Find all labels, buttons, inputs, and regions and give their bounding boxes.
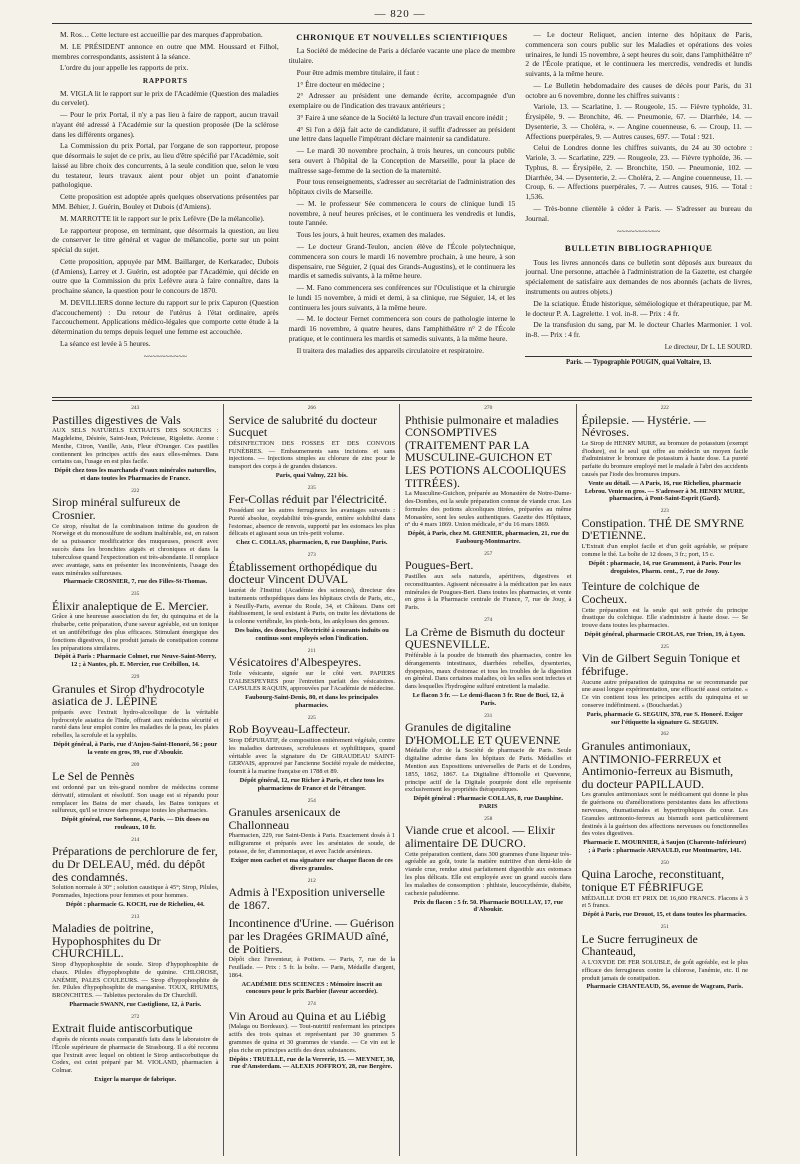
printer-line: Paris. — Typographie POUGIN, quai Voltaire, 13.	[525, 356, 752, 368]
ad-number: 223	[660, 508, 669, 515]
paragraph: M. LE PRÉSIDENT annonce en outre que MM. Houssard et Filhol, membres correspondants, assistent à la séance.	[52, 41, 279, 61]
ad-headline: Pougues-Bert.	[405, 558, 474, 573]
paragraph: 4° Si l'on a déjà fait acte de candidature, il suffit d'adresser au président une lettre dans laquelle l'impétrant déclare maintenir sa candidature.	[288, 124, 516, 144]
ad-number: 222	[131, 487, 140, 494]
ad-headline: Phthisie pulmonaire et maladies CONSOMPTIVES (TRAITEMENT PAR LA MUSCULINE-GUICHON ET LES POTIONS ALCOOLIQUES TITRÉES).	[405, 412, 567, 490]
ad-body: DÉSINFECTION DES FOSSES ET DES CONVOIS FUNÈBRES. — Embaumements sans incisions et sans injections. — Injections simples au chlorure de zinc pour le transport des corps à de grandes distances.	[228, 439, 395, 471]
ad-headline: Fer-Collas réduit par l'électricité.	[228, 492, 388, 507]
advertisement	[52, 762, 219, 834]
ad-column-1	[52, 404, 224, 1156]
paragraph: Il traitera des maladies des appareils circulatoire et respiratoire.	[296, 345, 485, 355]
paragraph: Le rapporteur propose, en terminant, que désormais la question, au lieu de conserver le titre général et vague de mélancolie, porte sur un point spécial du sujet.	[52, 225, 279, 255]
paragraph: Celui de Londres donne les chiffres suivants, du 24 au 30 octobre : Variole, 3. — Scarlatine, 229. — Rougeole, 23. — Fièvre typhoïde, 36. — Typhus, 8. — Érysipèle, 2. — Bronchite, 150. — Pneumonie, 102. — Diarrhée, 34. — Dysenterie, 2. — Choléra, 2. — Angine couenneuse, 11. — Croup, 6. — Affections puerpérales, 7. — Autres causes, 916. — Total : 1,536.	[525, 143, 752, 202]
ad-headline: Granules antimoniaux, ANTIMONIO-FERREUX et Antimonio-ferreux au Bismuth, du docteur PAPILLAUD.	[581, 739, 734, 791]
ad-headline: Le Sucre ferrugineux de Chanteaud,	[581, 931, 698, 959]
ad-body: A L'OXYDE DE FER SOLUBLE, de goût agréable, est le plus efficace des ferrugineux contre la chlorose, l'anémie, etc. Il ne produit jamais de constipation.	[581, 958, 748, 982]
ad-footer: Vente au détail. — A Paris, 16, rue Richelieu, pharmacie Lebrou. Vente en gros. — S'adresser à M. HENRY MURE, pharmacien, à Pont-Saint-Esprit (Gard).	[584, 479, 745, 503]
ad-number: 243	[131, 405, 140, 411]
ornament-divider: ~~~~~~~~~~	[617, 226, 661, 236]
ad-number: 225	[307, 714, 316, 721]
editorial-section	[52, 30, 752, 392]
advertisement	[582, 580, 749, 640]
ad-number: 225	[660, 643, 669, 650]
ad-headline: Établissement orthopédique du docteur Vincent DUVAL	[228, 559, 378, 587]
ad-number: 235	[131, 591, 140, 598]
ad-footer: Chez C. COLLAS, pharmacien, 8, rue Dauphine, Paris.	[236, 539, 388, 547]
ad-body: Toile vésicante, signée sur le côté vert. PAPIERS D'ALBESPEYRES pour l'entretien parfait des vésicatoires. CAPSULES RAQUIN, approuvées par l'Académie de médecine.	[228, 669, 395, 693]
advertisement	[405, 816, 572, 916]
ad-body: La Musculine-Guichon, préparée au Monastère de Notre-Dame-des-Dombes, est la seule préparation connue de viande crue. Les formules des potions alcooliques titrées, préparées au même Monastère, sont les seules authentiques. Gazette des Hôpitaux, nº du 4 mars 1869. Union médicale, nº du 16 mars 1869.	[405, 490, 572, 529]
ad-headline: Épilepsie. — Hystérie. — Névroses.	[581, 412, 706, 440]
paragraph: — Le docteur Grand-Teulon, ancien élève de l'École polytechnique, commencera son cours le mardi 16 novembre prochain, à une heure, à son dispensaire, rue Séguier, 2 (quai des Grands-Augustins), et le continuera les mardis et samedis suivants, à la même heure.	[288, 242, 516, 281]
ad-number: 229	[131, 674, 140, 681]
ornament-divider: ~~~~~~~~~~	[143, 351, 187, 361]
ad-footer: Dépôt général, à Paris, rue d'Anjou-Saint-Honoré, 56 ; pour la vente en gros, 99, rue d'Aboukir.	[53, 741, 218, 756]
ad-number: 212	[307, 877, 316, 884]
ad-headline: Granules et Sirop d'hydrocotyle asiatica de J. LÉPINE	[52, 681, 205, 709]
ad-number: 250	[660, 859, 669, 866]
ad-column-2	[229, 404, 401, 1156]
paragraph: Pour être admis membre titulaire, il faut :	[296, 67, 419, 77]
ad-headline: Extrait fluide antiscorbutique	[52, 1021, 193, 1036]
paragraph: M. VIGLA lit le rapport sur le prix de l'Académie (Question des maladies du cervelet).	[52, 88, 279, 108]
chronicle-column	[289, 30, 516, 392]
ad-body: Cette préparation est la seule qui soit privée du principe drastique du colchique. Elle s'administre à haute dose. — Se trouve dans toutes les pharmacies.	[581, 606, 748, 630]
advertisement	[582, 924, 749, 993]
paragraph: — Le mardi 30 novembre prochain, à trois heures, un concours public sera ouvert à l'hôpital de la Conception de Marseille, pour la place de maîtresse sage-femme de la section de la maternité.	[288, 146, 516, 175]
advertisement	[582, 731, 749, 856]
ad-number: 262	[660, 731, 669, 738]
ad-footer: Dépôts : TRUELLE, rue de la Verrerie, 15. — MEYNET, 30, rue d'Amsterdam. — ALEXIS JOFFROY, 28, rue Bergère.	[229, 1055, 395, 1071]
advertisement	[52, 674, 219, 759]
ad-footer: Paris, pharmacie G. SEGUIN, 378, rue S. Honoré. Exiger sur l'étiquette la signature G. SEGUIN.	[586, 710, 743, 726]
ad-number: 257	[484, 550, 493, 557]
ad-footer: Pharmacie E. MOURNIER, à Saujon (Charente-Inférieure) ; à Paris : pharmacie ARNAULD, rue Montmartre, 141.	[583, 839, 747, 855]
bibliography-title: BULLETIN BIBLIOGRAPHIQUE	[564, 243, 713, 254]
paragraph: La Société de médecine de Paris a déclarée vacante une place de membre titulaire.	[288, 46, 516, 65]
advertisement	[52, 405, 219, 485]
ad-headline: Le Sel de Pennès	[52, 769, 135, 784]
ad-headline: Maladies de poitrine, Hypophosphites du Dr CHURCHILL.	[52, 921, 161, 961]
advertisement	[229, 878, 396, 915]
advertisement	[229, 648, 396, 712]
ad-footer: Paris, quai Valmy, 221 bis.	[275, 472, 348, 480]
ad-body: Aucune autre préparation de quinquina ne se recommande par une aussi longue expérimentation, une efficacité aussi certaine. « Ce vin contient tous les principes actifs du quinquina et se conserve indéfiniment. » (Bouchardat.)	[581, 678, 748, 709]
advertisement	[405, 551, 572, 614]
ad-footer: Faubourg-Saint-Denis, 80, et dans les principales pharmacies.	[245, 694, 379, 709]
ad-headline: Viande crue et alcool. — Elixir alimentaire DE DUCRO.	[405, 823, 555, 851]
ad-footer: Pharmacie CHANTEAUD, 56, avenue de Wagram, Paris.	[586, 983, 743, 991]
ad-body: Ce sirop, résultat de la combinaison intime du goudron de Norwège et du monosulfure de sodium inaltérable, est, en raison de sa puissance modificatrice des muqueuses, prescrit avec succès dans les bronchites aiguës et chroniques et dans la tuberculose quand l'expectoration est très-abondante. Il remplace avec avantage, sans en présenter les inconvénients, l'usage des eaux minérales sulfureuses.	[52, 522, 219, 577]
ad-headline: Quina Laroche, reconstituant, tonique ET FÉBRIFUGE	[581, 867, 725, 895]
ad-footer: Dépôt général : Pharmacie COLLAS, 8, rue Dauphine. PARIS	[413, 795, 563, 811]
ad-column-3	[405, 404, 577, 1156]
paragraph: Pour tous renseignements, s'adresser au secrétariat de l'administration des hôpitaux civils de Marseille.	[288, 177, 516, 197]
ad-body: Possédant sur les autres ferrugineux les avantages suivants : Pureté absolue, oxydabilité très-grande, entière solubilité dans l'estomac, absence de renvois, supporté par les estomacs les plus délicats et agissant sous un très-petit volume.	[228, 507, 395, 538]
ad-footer: Dépôt : pharmacie G. KOCH, rue de Richelieu, 44.	[65, 900, 205, 908]
paragraph: — M. le professeur Sée commencera le cours de clinique lundi 15 novembre, à neuf heures précises, et le continuera les vendredis et lundis, toute l'année.	[288, 198, 516, 228]
advertisement	[229, 798, 396, 875]
paragraph: L'ordre du jour appelle les rapports de prix.	[60, 63, 189, 73]
academy-column	[52, 30, 279, 392]
ad-headline: Vin Aroud au Quina et au Liébig	[228, 1008, 386, 1023]
section-separator	[52, 397, 752, 401]
ad-headline: Granules arsenicaux de Challonneau	[228, 805, 341, 832]
ad-headline: Rob Boyveau-Laffecteur.	[228, 722, 351, 737]
ad-number: 274	[307, 1001, 316, 1008]
ad-body: Grâce à une heureuse association du fer, du quinquina et de la rhubarbe, cette préparation, d'une saveur agréable, est un tonique et un antifébrifuge des plus efficaces. Stimulant énergique des fonctions digestives, il ne produit jamais de constipation comme les préparations similaires.	[52, 613, 219, 652]
advertisement	[582, 508, 749, 577]
ad-footer: ACADÉMIE DES SCIENCES : Mémoire inscrit au concours pour le prix Barbier (faveur accordée).	[241, 980, 382, 996]
ad-footer: Prix du flacon : 5 fr. 50. Pharmacie BOULLAY, 17, rue d'Aboukir.	[413, 898, 563, 914]
ad-number: 231	[484, 712, 493, 719]
ad-headline: Préparations de perchlorure de fer, du Dr DELEAU, méd. du dépôt des condamnés.	[52, 844, 218, 884]
advertisement	[405, 713, 572, 813]
advertisement	[229, 1001, 396, 1073]
advertisement	[405, 617, 572, 709]
bibliography-entry: De la sciatique. Étude historique, séméiologique et thérapeutique, par M. le docteur P. A. Lagrelette. 1 vol. in-8. — Prix : 4 fr.	[525, 298, 752, 318]
advertisement	[52, 914, 219, 1011]
ad-body: (Malaga ou Bordeaux). — Tout-nutritif renfermant les principes actifs des trois quinas et représentant par 30 grammes 5 grammes de quina et 30 grammes de viande. — Ce vin est le plus riche en principes actifs des deux substances.	[228, 1023, 395, 1054]
paragraph: M. Ros… Cette lecture est accueillie par des marques d'approbation.	[60, 30, 263, 39]
advertisement	[582, 644, 749, 729]
ad-footer: Dépôt chez tous les marchands d'eaux minérales naturelles, et dans toutes les Pharmacies de France.	[54, 467, 217, 483]
advertisement	[582, 405, 749, 505]
ad-footer: Dépôt général, 12, rue Richer à Paris, et chez tous les pharmaciens de France et de l'étranger.	[239, 777, 384, 792]
ad-footer: Dépôt, à Paris, chez M. GRENIER, pharmacien, 21, rue du Faubourg-Montmartre.	[407, 530, 569, 546]
ad-footer: Exiger mon cachet et ma signature sur chaque flacon de ces divers granules.	[230, 856, 393, 872]
ad-body: Cette préparation contient, dans 300 grammes d'une liqueur très-agréable au goût, toute la matière nutritive d'un demi-kilo de viande crue, rendue ainsi parfaitement digestible aux estomacs les plus délicats. Elle est employée avec un grand succès dans les maladies de consomption : phthisie, leucocythémie, diabète, cachexie paludéenne.	[405, 850, 572, 897]
ad-footer: Exiger la marque de fabrique.	[94, 1076, 177, 1084]
ad-headline: Vésicatoires d'Albespeyres.	[228, 655, 362, 670]
ad-body: Solution normale à 30° ; solution caustique à 45°; Sirop, Pilules, Pommades, Injections pour femmes et pour hommes.	[52, 884, 219, 899]
ad-body: Dépôt chez l'inventeur, à Poitiers. — Paris, 7, rue de la Feuillade. — Prix : 5 fr. la boîte. — Paris, Médaille d'argent, 1864.	[228, 956, 395, 979]
ad-footer: Le flacon 3 fr. — Le demi-flacon 3 fr. Rue de Buci, 12, à Paris.	[412, 691, 564, 707]
paragraph: M. DEVILLIERS donne lecture du rapport sur le prix Capuron (Question d'accouchement) : Du retour de l'utérus à l'état ordinaire, après l'accouchement. Applications médico-légales que comporte cette étude à la détermination du temps depuis lequel une femme est accouchée.	[52, 297, 279, 337]
ad-number: 213	[131, 913, 140, 920]
ad-body: Les granules antimoniaux sont le médicament qui donne le plus de guérisons ou d'améliorations persistantes dans les affections nerveuses, rhumatismales et hypertrophiques du cœur. Les Granules antimonio-ferreux au bismuth sont particulièrement destinés à la guérison des affections nerveuses ou fonctionnelles des voies digestives.	[581, 791, 748, 838]
ad-footer: Des bains, des douches, l'électricité à courants induits ou continus sont employés selon l'indication.	[234, 626, 389, 642]
paragraph: 1° Être docteur en médecine ;	[296, 79, 385, 89]
paragraph: 3° Faire à une séance de la Société la lecture d'un travail encore inédit ;	[296, 112, 508, 122]
ad-headline: Pastilles digestives de Vals	[52, 412, 181, 427]
ad-body: Préférable à la poudre de bismuth des pharmacies, contre les dérangements intestinaux, diarrhées rebelles, dysenteries, dyspepsies, maux d'estomac et tous les troubles de la digestion en général. Dans certaines maladies, où les selles sont infectes et dans lesquelles l'hydrogène sulfuré entretient la maladie.	[405, 651, 572, 691]
ad-number: 235	[307, 484, 316, 491]
paragraph: — Le Bulletin hebdomadaire des causes de décès pour Paris, du 31 octobre au 6 novembre, donne les chiffres suivants :	[525, 80, 752, 100]
ad-headline: Service de salubrité du docteur Sucquet	[228, 412, 378, 440]
ad-body: Le Sirop de HENRY MURE, au bromure de potassium (exempt d'iodure), est le seul qui offre au médecin un moyen facile d'administrer le bromure de potassium à haute dose. La pureté parfaite du bromure employé met le malade à l'abri des accidents causés par l'iode des bromures impurs.	[581, 439, 748, 479]
ad-headline: La Crème de Bismuth du docteur QUESNEVILLE.	[405, 624, 565, 652]
ad-number: 214	[131, 836, 140, 843]
ad-headline: Élixir analeptique de E. Mercier.	[52, 598, 209, 613]
header-rule	[52, 23, 752, 24]
page-number: — 820 —	[374, 8, 426, 20]
advertisement	[52, 591, 219, 671]
paragraph: 2° Adresser au président une demande écrite, accompagnée d'un exemplaire ou de l'indication des travaux antérieurs ;	[288, 91, 516, 111]
ad-number: 211	[307, 647, 316, 654]
advertisement	[229, 485, 396, 549]
ad-body: MÉDAILLE D'OR ET PRIX DE 16,600 FRANCS. Flacons à 3 et 5 francs.	[581, 894, 748, 910]
advertisement	[52, 488, 219, 588]
paragraph: — Très-bonne clientèle à céder à Paris. — S'adresser au bureau du Journal.	[525, 204, 752, 223]
ad-body: Sirop DÉPURATIF, de composition entièrement végétale, contre les maladies dartreuses, scrofuleuses et syphilitiques, quand véritable avec la signature du Dr GIRAUDEAU SAINT-GERVAIS, approuvé par l'ancienne Société royale de médecine, fournit à la marine française en 1788 et 89.	[228, 737, 395, 776]
ad-number: 209	[131, 761, 140, 768]
bibliography-entry: De la transfusion du sang, par M. le docteur Charles Marmonier. 1 vol. in-8. — Prix : 4 fr.	[525, 320, 752, 340]
ad-footer: Dépôt à Paris : Pharmacie Colmet, rue Neuve-Saint-Merry, 12 ; à Nantes, ph. E. Mercier, rue Crébillon, 14.	[54, 653, 217, 669]
ad-headline: Teinture de colchique de Cocheux.	[581, 579, 700, 606]
ad-body: Pharmacien, 229, rue Saint-Denis à Paris. Exactement dosés à 1 milligramme et préparés avec les arséniates de soude, de potasse, de fer, d'ammoniaque, et avec l'acide arsénieux.	[228, 832, 395, 856]
ad-footer: Dépôt général, pharmacie CROLAS, rue Trion, 19, à Lyon.	[584, 630, 746, 638]
advertisement	[582, 860, 749, 921]
ad-number: 272	[131, 1013, 140, 1020]
ad-number: 273	[307, 552, 316, 559]
paragraph: La Commission du prix Portal, par l'organe de son rapporteur, propose que désormais le sujet de ce prix, au lieu d'être spécifié par l'Académie, soit laissé au libre choix des concurrents, à la seule condition que, selon le vœu du testateur, leurs travaux aient pour objet un point d'anatomie pathologique.	[52, 141, 279, 190]
section-heading-rapports: RAPPORTS	[142, 77, 188, 86]
ad-body: Pastilles aux sels naturels, apéritives, digestives et reconstituantes. Agissent nécessaire à la médication par les eaux minérales de Pougues-Bert. Dans toutes les pharmacies, et vente en gros à la Pharmacie centrale de France, 7, rue de Jouy, à Paris.	[405, 573, 572, 612]
ad-number: 254	[307, 797, 316, 804]
ad-headline: Granules de digitaline D'HOMOLLE ET QUEVENNE	[405, 720, 561, 747]
paragraph: Tous les livres annoncés dans ce bulletin sont déposés aux bureaux du journal. Une personne, attachée à l'administration de la Gazette, est chargée spécialement de satisfaire aux demandes de nos abonnés (achats de livres, instruments ou autres objets.)	[525, 257, 752, 296]
advertisement	[229, 917, 396, 998]
ad-footer: Dépôt général, rue Sorbonne, 4, Paris. — Dix doses ou rouleaux, 10 fr.	[61, 816, 209, 831]
paragraph: La séance est levée à 5 heures.	[60, 338, 151, 348]
ad-body: d'après de récents essais comparatifs faits dans le laboratoire de l'École supérieure de pharmacie de Strasbourg. Il a été reconnu que l'extrait avec lequel on obtient le Sirop antiscorbutique du Codex, est ceint préparé par M. VIOLAND, pharmacien à Colmar.	[52, 1036, 219, 1075]
advertisement	[405, 405, 572, 548]
editor-line: Le directeur, Dr L. LE SOURD.	[664, 343, 752, 351]
ad-number: 274	[484, 617, 493, 624]
paragraph: Variole, 13. — Scarlatine, 1. — Rougeole, 15. — Fièvre typhoïde, 31. Érysipèle, 9. — Bronchite, 46. — Pneumonie, 67. — Diarrhée, 14. — Dysenterie, 3. — Choléra, ». — Angine couenneuse, 6. — Croup, 11. — Affections puerpérales, 9. — Autres causes, 697. — Total : 921.	[525, 102, 752, 141]
paragraph: Cette proposition, appuyée par MM. Baillarger, de Kerkaradec, Dubois (d'Amiens), Larrey et J. Guérin, est adoptée par l'Académie, qui décide en outre que la Commission du prix Lefèvre aura à faire connaître, dans la prochaine séance, la question pour le concours de 1870.	[52, 256, 279, 296]
ad-body: préparés avec l'extrait hydro-alcoolique de la véritable hydrocotyle asiatica de l'Inde, offrant aux médecins sécurité et rareté dans leur emploi contre les maladies de la peau, les plaies rebelles, la scrofule et la syphilis.	[52, 708, 219, 740]
ad-body: est ordonné par un très-grand nombre de médecins comme dérivatif, stimulant et résolutif. Son usage est si répandu pour remplacer les Bains de mer chauds, les Bains toniques et sulfureux, qu'il se trouve dans presque toutes les pharmacies.	[52, 783, 219, 815]
advertisements-section	[52, 404, 752, 1156]
paragraph: — Pour le prix Portal, il n'y a pas lieu à faire de rapport, aucun travail n'ayant été adressé à l'Académie sur la question proposée (De la sclérose dans les différents organes).	[52, 110, 279, 139]
paragraph: Cette proposition est adoptée après quelques observations présentées par MM. Béhier, J. Guérin, Bouley et Dubois (d'Amiens).	[52, 192, 279, 211]
ad-body: Sirop d'hypophosphite de soude. Sirop d'hypophosphite de chaux. Pilules d'hypophosphite de quinine. CHLOROSE, ANÉMIE, PALES COULEURS. — Sirop d'hypophosphite de fer. Pilules d'hypophosphite de manganèse. TOUX, RHUMES, BRONCHITES. — Tablettes pectorales du Dr Churchill.	[52, 960, 219, 1000]
ad-footer: Pharmacie SWANN, rue Castiglione, 12, à Paris.	[69, 1001, 202, 1008]
advertisement	[52, 1014, 219, 1086]
ad-body: Médaille d'or de la Société de pharmacie de Paris. Seule digitaline admise dans les hôpitaux de Paris. Médailles et Mention aux Expositions universelles de Paris et de Londres, 1855, 1862, 1867. La Digitaline d'Homolle et Quevenne, principe actif de la Digitale pourprée dont elle représente exclusivement les propriétés thérapeutiques.	[405, 747, 572, 794]
ad-footer: Dépôt : pharmacie, 14, rue Grammont, à Paris. Pour les droguistes, Pharm. cent., 7, rue de Jouy.	[588, 559, 741, 575]
ad-headline: Incontinence d'Urine. — Guérison par les Dragées GRIMAUD aîné, de Poitiers.	[228, 916, 394, 956]
paragraph: — M. le docteur Fernet commencera son cours de pathologie interne le mardi 16 novembre, à quatre heures, dans l'amphithéâtre n° 2 de l'École pratique, et le continuera les mardis et samedis suivants, à la même heure.	[288, 314, 516, 343]
ad-number: 270	[484, 405, 493, 411]
advertisement	[52, 837, 219, 911]
chronicle-title: CHRONIQUE ET NOUVELLES SCIENTIFIQUES	[296, 32, 508, 42]
advertisement	[229, 715, 396, 795]
ad-body: L'Extrait d'un emploi facile et d'un goût agréable, se prépare comme le thé. La boîte de 12 doses, 3 fr.; port, 15 c.	[581, 543, 748, 558]
ad-number: 266	[307, 405, 316, 411]
ad-column-4	[582, 404, 753, 1156]
paragraph: M. MARROTTE lit le rapport sur le prix Lefèvre (De la mélancolie).	[60, 213, 265, 223]
ad-body: AUX SELS NATURELS EXTRAITS DES SOURCES : Magdeleine, Désirée, Saint-Jean, Précieuse, Rigolette. Arome : Menthe, Citron, Vanille, Anis, Fleur d'Oranger. Ces pastilles contiennent les principes actifs des eaux elles-mêmes. Dans certains cas, l'usage en est plus facile.	[52, 427, 219, 466]
paragraph: — M. Fano commencera ses conférences sur l'Oculistique et la chirurgie le lundi 15 novembre, à midi et demi, à sa clinique, rue Séguier, 14, et les continuera les jours suivants, à la même heure.	[288, 283, 516, 312]
ad-headline: Vin de Gilbert Seguin Tonique et fébrifuge.	[581, 651, 741, 678]
ad-footer: Pharmacie CROSNIER, 7, rue des Filles-St-Thomas.	[63, 578, 208, 586]
ad-headline: Constipation. THÉ DE SMYRNE D'ETIENNE.	[581, 515, 744, 543]
ad-number: 251	[660, 924, 669, 931]
ad-number: 258	[484, 815, 493, 822]
advertisement	[229, 552, 396, 644]
bulletin-column	[525, 30, 752, 392]
advertisement	[229, 405, 396, 482]
ad-number: 222	[660, 405, 669, 411]
paragraph: Tous les jours, à huit heures, examen des malades.	[296, 230, 446, 240]
ad-headline: Admis à l'Exposition universelle de 1867.	[228, 885, 385, 912]
ad-body: lauréat de l'Institut (Académie des sciences), directeur des traitements orthopédiques dans les hôpitaux civils de Paris, etc., à Neuilly-Paris, avenue du Roule, 34, et Château. Dans cet établissement, le seul existant à Paris, on traite les déviations de la colonne vertébrale, les pieds-bots, les ankyloses des genoux.	[228, 586, 395, 626]
ad-footer: Dépôt à Paris, rue Drouot, 15, et dans toutes les pharmacies.	[582, 911, 747, 919]
paragraph: — Le docteur Reliquet, ancien interne des hôpitaux de Paris, commencera son cours public sur les Maladies et opérations des voies urinaires, le lundi 15 novembre, à sept heures du soir, dans l'amphithéâtre n° 2 de l'École pratique, et le continuera les mercredis, vendredis et lundis suivants, à la même heure.	[525, 30, 752, 79]
ad-headline: Sirop minéral sulfureux de Crosnier.	[52, 495, 181, 523]
